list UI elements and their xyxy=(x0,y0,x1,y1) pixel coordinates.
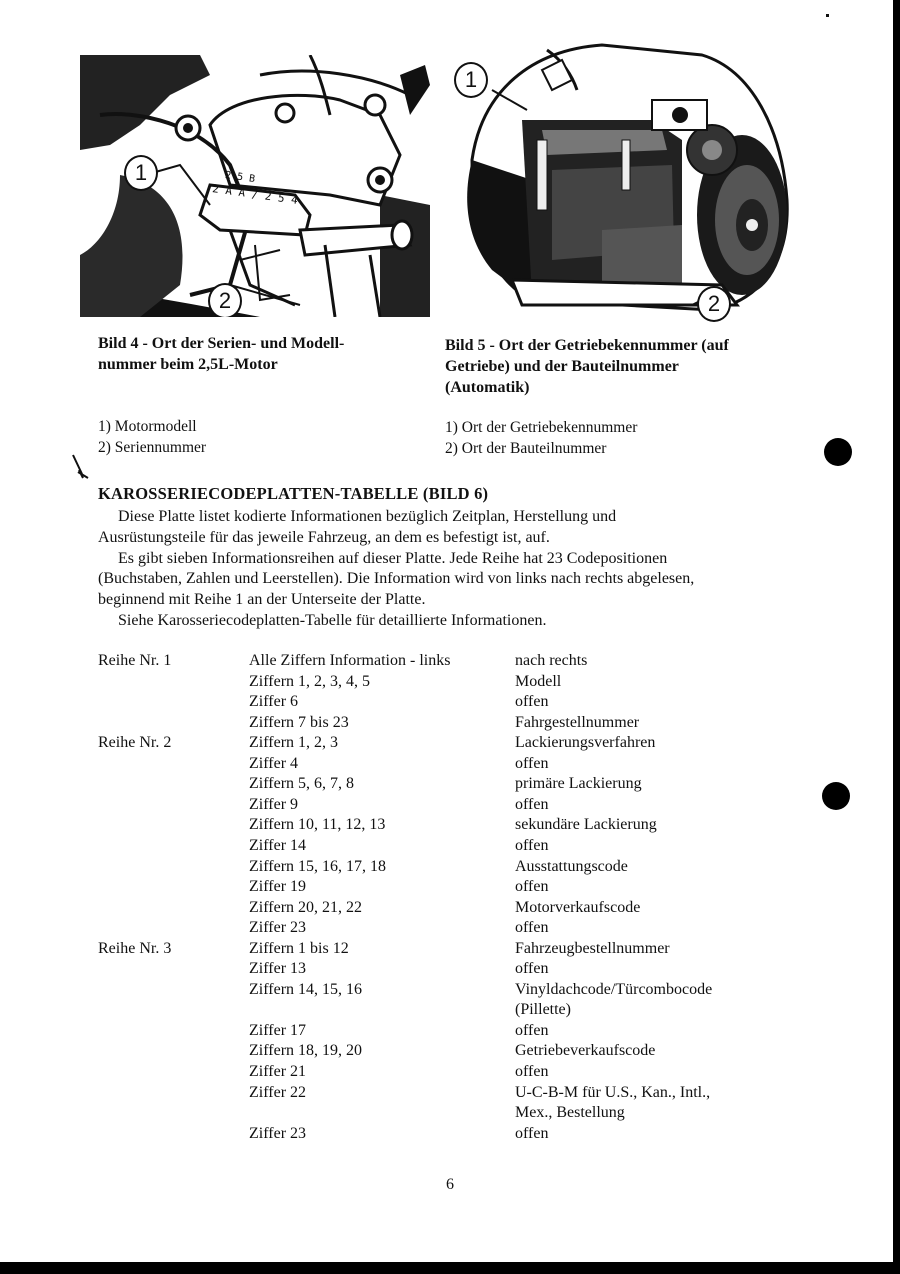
figure-4-caption-line2: nummer beim 2,5L-Motor xyxy=(98,356,278,373)
callout-1-label: 1 xyxy=(134,160,148,185)
paragraph-line: beginnend mit Reihe 1 an der Unterseite der Platte. xyxy=(98,591,426,609)
page-number: 6 xyxy=(446,1176,454,1193)
paragraph-line: Ausrüstungsteile für das jeweile Fahrzeug, an dem es befestigt ist, auf. xyxy=(98,528,550,546)
table-row xyxy=(0,1103,900,1124)
figure-4-caption xyxy=(98,333,418,375)
digit-range: Ziffer 4 xyxy=(249,754,299,772)
table-row xyxy=(0,980,900,1001)
figure-5-caption xyxy=(445,335,795,398)
legend-item: 1) Ort der Getriebekennummer xyxy=(445,419,638,436)
digit-range: Ziffer 14 xyxy=(249,836,307,854)
table-row xyxy=(0,959,900,980)
table-row xyxy=(0,651,900,672)
table-row xyxy=(0,939,900,960)
table-row xyxy=(0,733,900,754)
row-info: offen xyxy=(515,960,549,978)
figure-4-engine-illustration xyxy=(80,55,430,317)
figure-5-transmission-illustration xyxy=(452,30,797,322)
digit-range: Ziffern 15, 16, 17, 18 xyxy=(249,857,387,875)
legend-item: 1) Motormodell xyxy=(98,418,197,435)
row-info: Fahrzeugbestellnummer xyxy=(515,939,670,957)
callout-2 xyxy=(697,286,731,322)
row-info: offen xyxy=(515,754,549,772)
row-info: Modell xyxy=(515,672,562,690)
table-row xyxy=(0,1124,900,1145)
checkmark-icon xyxy=(70,452,92,482)
figure-4-legend xyxy=(98,416,206,458)
table-row xyxy=(0,1000,900,1021)
figure-5-caption-line1: Bild 5 - Ort der Getriebekennummer (auf xyxy=(445,337,729,354)
table-row xyxy=(0,774,900,795)
digit-range: Ziffern 14, 15, 16 xyxy=(249,980,363,998)
callout-1 xyxy=(454,62,488,98)
table-row xyxy=(0,877,900,898)
callout-1 xyxy=(124,155,158,191)
code-plate-table xyxy=(0,651,900,1151)
table-row xyxy=(0,672,900,693)
plate-text-line2: 2 A A / 2 5 4 xyxy=(211,182,299,207)
scan-border-right xyxy=(893,0,900,1274)
table-row xyxy=(0,898,900,919)
callout-2-label: 2 xyxy=(707,291,721,316)
row-info: offen xyxy=(515,1021,549,1039)
scan-border-bottom xyxy=(0,1262,900,1274)
table-row xyxy=(0,1062,900,1083)
row-info: offen xyxy=(515,693,549,711)
digit-range: Ziffer 19 xyxy=(249,878,307,896)
digit-range: Ziffern 20, 21, 22 xyxy=(249,898,363,916)
figure-5-caption-line3: (Automatik) xyxy=(445,379,530,396)
speck xyxy=(826,14,829,17)
digit-range: Ziffer 23 xyxy=(249,1124,307,1142)
table-row xyxy=(0,1083,900,1104)
digit-range: Ziffer 21 xyxy=(249,1063,307,1080)
figure-5-caption-line2: Getriebe) und der Bauteilnummer xyxy=(445,358,679,375)
row-info: Lackierungsverfahren xyxy=(515,734,656,752)
row-info: Ausstattungscode xyxy=(515,857,628,875)
digit-range: Ziffern 7 bis 23 xyxy=(249,713,349,731)
row-info: Vinyldachcode/Türcombocode xyxy=(515,980,713,998)
row-info: (Pillette) xyxy=(515,1001,571,1019)
callout-2-label: 2 xyxy=(218,288,232,313)
table-row xyxy=(0,795,900,816)
paragraph-line: Siehe Karosseriecodeplatten-Tabelle für detaillierte Informationen. xyxy=(118,611,547,629)
legend-item: 2) Seriennummer xyxy=(98,439,207,456)
paragraph-line: Es gibt sieben Informationsreihen auf dieser Platte. Jede Reihe hat 23 Codepositionen xyxy=(118,549,668,567)
paragraph-line: (Buchstaben, Zahlen und Leerstellen). Die Information wird von links nach rechts abgelesen, xyxy=(98,570,695,588)
punch-hole xyxy=(824,438,852,466)
digit-range: Ziffer 9 xyxy=(249,795,299,813)
callout-2 xyxy=(208,283,242,317)
table-row xyxy=(0,754,900,775)
figure-5-legend xyxy=(445,417,637,459)
row-label: Reihe Nr. 1 xyxy=(98,652,172,669)
table-row xyxy=(0,815,900,836)
row-info: Mex., Bestellung xyxy=(515,1104,625,1122)
legend-item: 2) Ort der Bauteilnummer xyxy=(445,440,607,457)
table-row xyxy=(0,1041,900,1062)
section-heading: KAROSSERIECODEPLATTEN-TABELLE (BILD 6) xyxy=(98,484,489,503)
plate-text-line1: 2 5 B xyxy=(224,169,256,186)
table-row xyxy=(0,918,900,939)
section-paragraph xyxy=(98,507,798,632)
row-info: U-C-B-M für U.S., Kan., Intl., xyxy=(515,1083,711,1101)
digit-range: Ziffern 10, 11, 12, 13 xyxy=(249,816,386,834)
digit-range: Ziffer 6 xyxy=(249,693,299,711)
row-info: offen xyxy=(515,878,549,896)
row-info: offen xyxy=(515,795,549,813)
row-info: offen xyxy=(515,1063,549,1080)
callout-1-label: 1 xyxy=(464,67,478,92)
digit-range: Ziffern 5, 6, 7, 8 xyxy=(249,775,355,793)
digit-range: Ziffer 13 xyxy=(249,960,307,978)
row-info: nach rechts xyxy=(515,652,588,669)
row-info: offen xyxy=(515,1124,549,1142)
digit-range: Ziffern 1, 2, 3, 4, 5 xyxy=(249,672,371,690)
figure-4-caption-line1: Bild 4 - Ort der Serien- und Modell- xyxy=(98,335,345,352)
row-label: Reihe Nr. 3 xyxy=(98,939,172,957)
row-info: offen xyxy=(515,836,549,854)
table-row xyxy=(0,836,900,857)
digit-range: Ziffern 1 bis 12 xyxy=(249,939,349,957)
row-info: Motorverkaufscode xyxy=(515,898,641,916)
table-row xyxy=(0,1021,900,1042)
row-info: Getriebeverkaufscode xyxy=(515,1042,656,1060)
table-row xyxy=(0,692,900,713)
row-info: primäre Lackierung xyxy=(515,775,642,793)
row-info: Fahrgestellnummer xyxy=(515,713,640,731)
row-info: offen xyxy=(515,919,549,937)
row-label: Reihe Nr. 2 xyxy=(98,734,172,752)
table-row xyxy=(0,713,900,734)
digit-range: Ziffer 22 xyxy=(249,1083,307,1101)
paragraph-line: Diese Platte listet kodierte Informationen bezüglich Zeitplan, Herstellung und xyxy=(118,508,617,525)
digit-range: Ziffer 17 xyxy=(249,1021,307,1039)
digit-range: Ziffern 1, 2, 3 xyxy=(249,734,339,752)
digit-range: Alle Ziffern Information - links xyxy=(249,652,451,669)
transmission-drawing xyxy=(452,30,797,322)
digit-range: Ziffern 18, 19, 20 xyxy=(249,1042,363,1060)
table-row xyxy=(0,857,900,878)
digit-range: Ziffer 23 xyxy=(249,919,307,937)
row-info: sekundäre Lackierung xyxy=(515,816,657,834)
